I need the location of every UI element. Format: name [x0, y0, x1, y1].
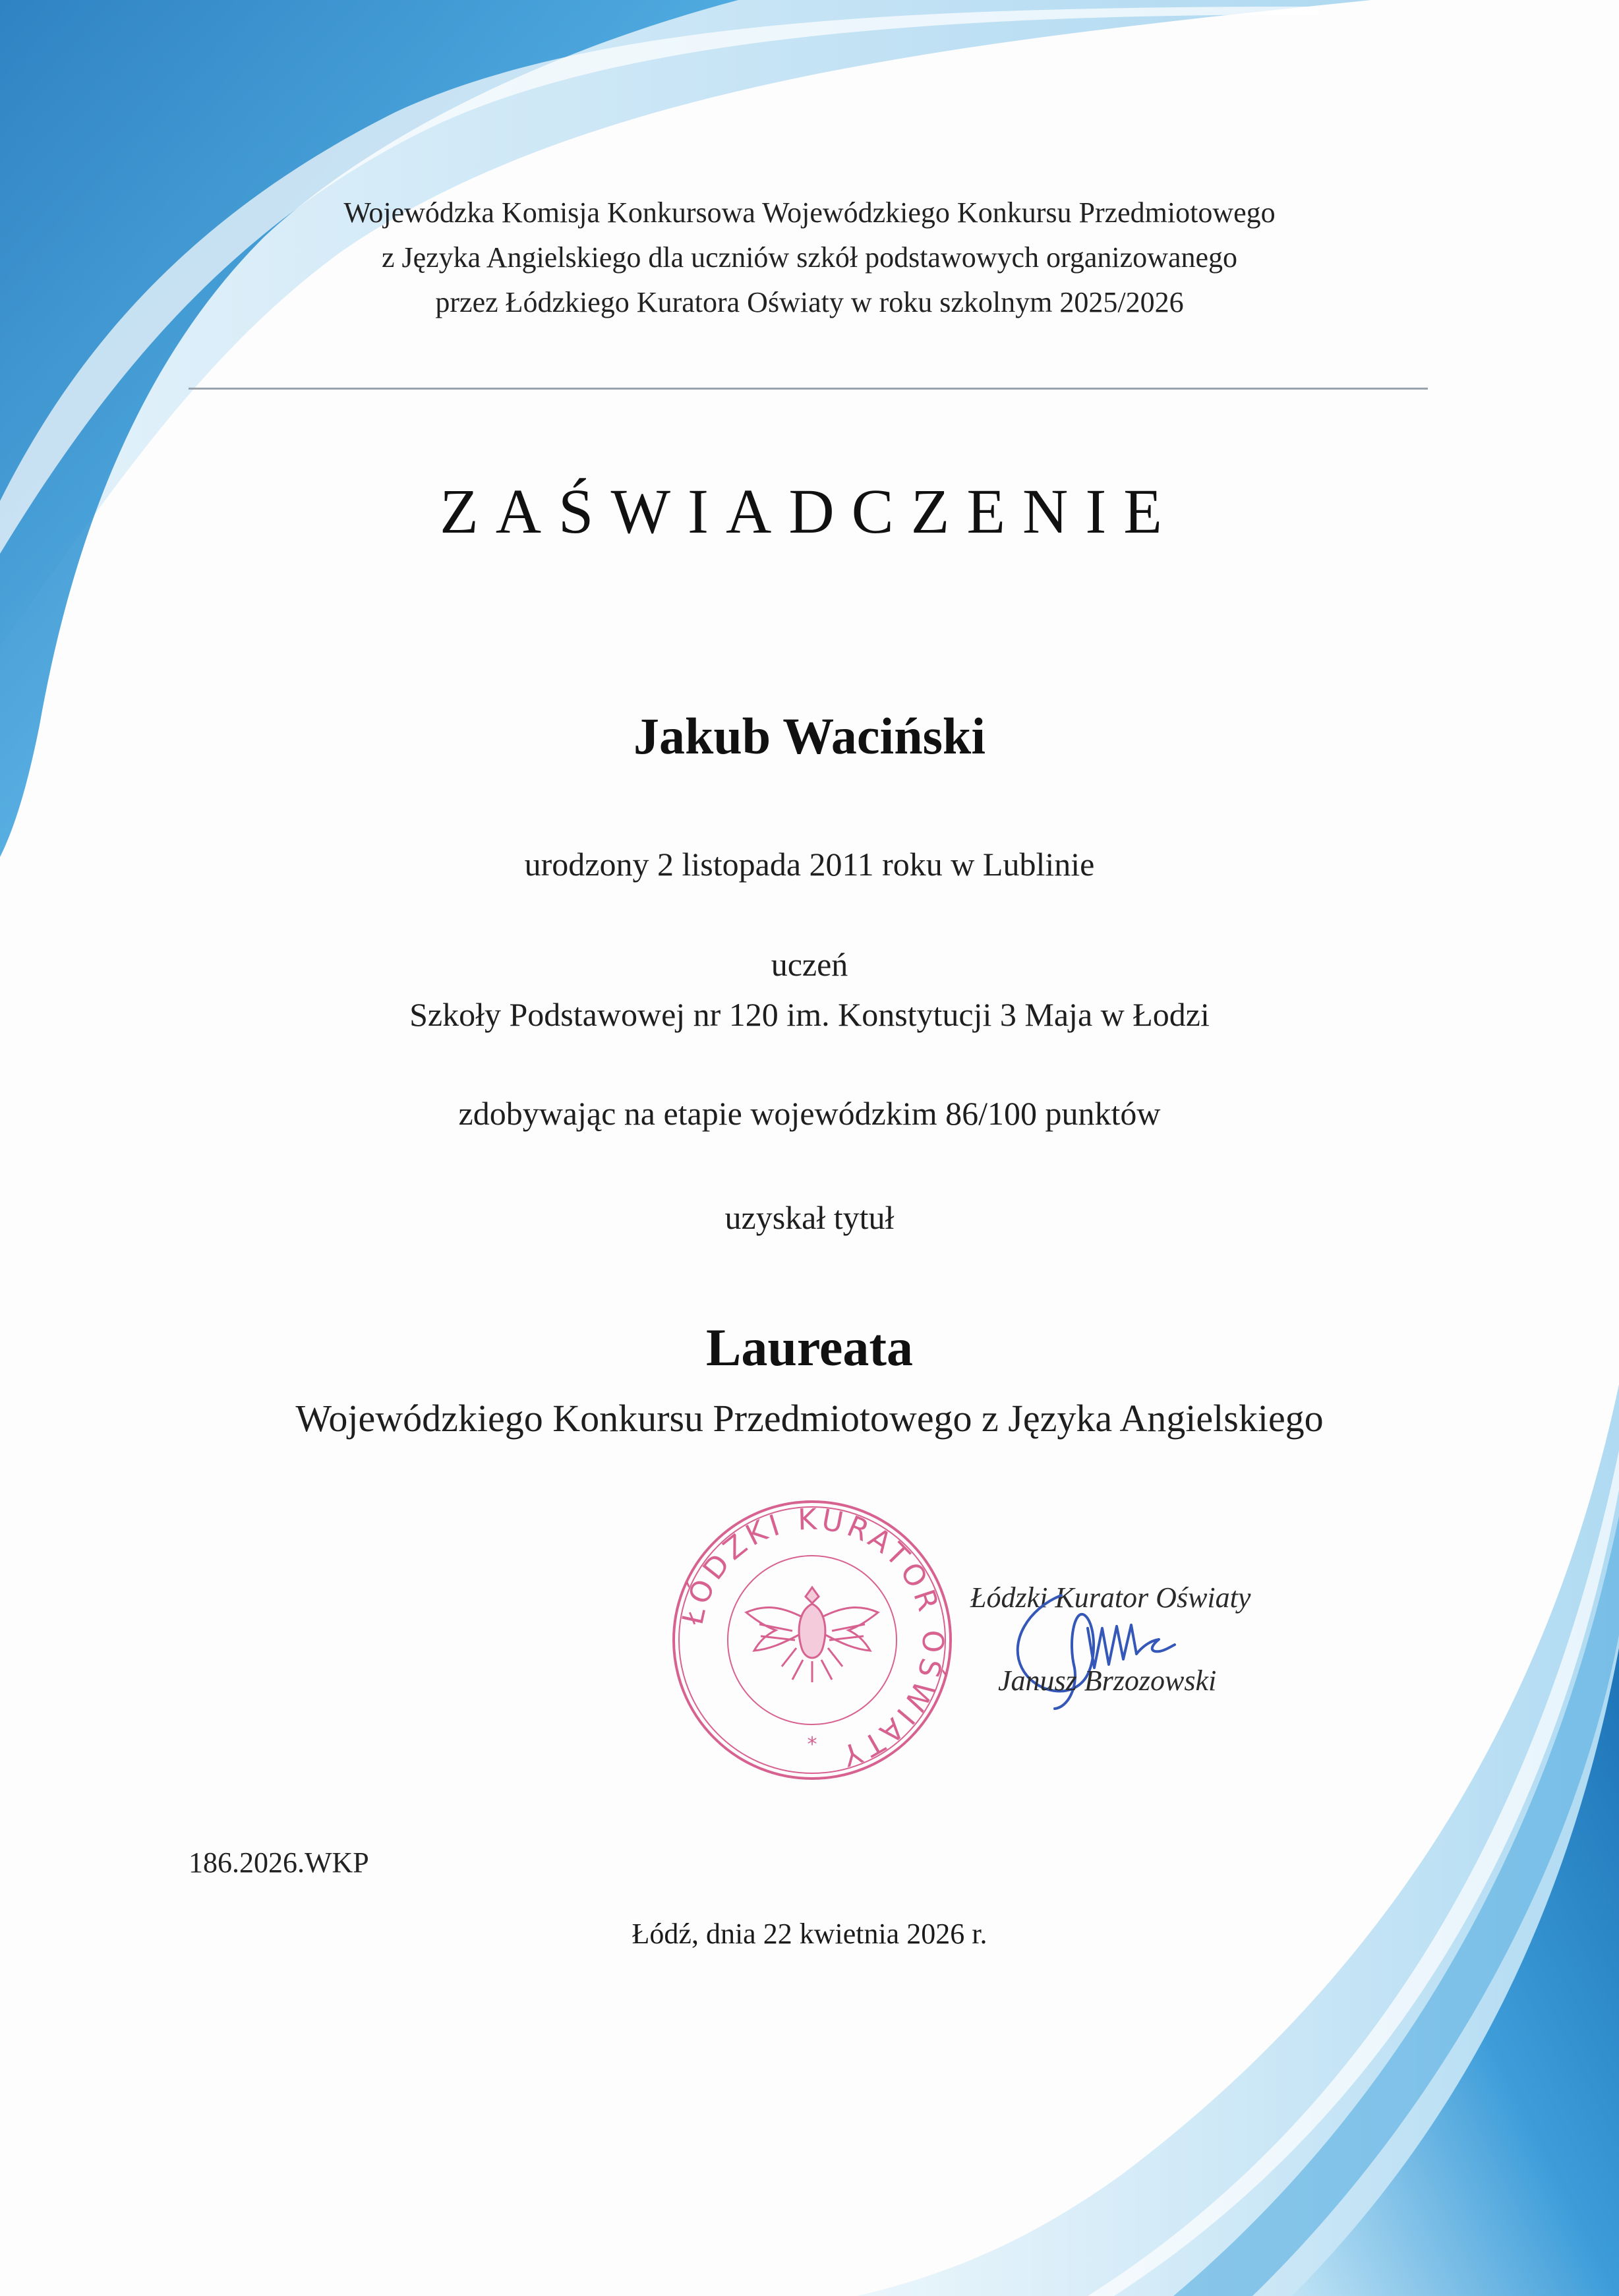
- seal-star-icon: *: [807, 1733, 817, 1756]
- earned-title-text: uzyskał tytuł: [724, 1199, 895, 1236]
- points-info: zdobywając na etapie wojewódzkim 86/100 punktów: [458, 1095, 1161, 1132]
- school-name: Szkoły Podstawowej nr 120 im. Konstytucji 3 Maja w Łodzi: [409, 996, 1210, 1033]
- handwritten-signature: [962, 1569, 1239, 1740]
- student-role: uczeń: [771, 946, 848, 983]
- header-divider: [189, 388, 1428, 390]
- signatory-office: Łódzki Kurator Oświaty: [970, 1581, 1251, 1614]
- award-title: Laureata: [705, 1319, 914, 1377]
- birth-info: urodzony 2 listopada 2011 roku w Lublinie: [524, 846, 1095, 883]
- official-seal-stamp: [667, 1495, 957, 1785]
- certificate-title: ZAŚWIADCZENIE: [440, 476, 1179, 546]
- reference-number: 186.2026.WKP: [189, 1846, 369, 1879]
- header-line-2: z Języka Angielskiego dla uczniów szkół podstawowych organizowanego: [381, 241, 1238, 274]
- header-line-3: przez Łódzkiego Kuratora Oświaty w roku szkolnym 2025/2026: [435, 286, 1184, 318]
- place-and-date: Łódź, dnia 22 kwietnia 2026 r.: [632, 1918, 987, 1950]
- contest-name: Wojewódzkiego Konkursu Przedmiotowego z Języka Angielskiego: [295, 1397, 1324, 1440]
- seal-text: ŁÓDZKI KURATOR OŚWIATY: [676, 1502, 950, 1774]
- header-line-1: Wojewódzka Komisja Konkursowa Wojewódzkiego Konkursu Przedmiotowego: [343, 196, 1276, 229]
- eagle-emblem-icon: [746, 1587, 878, 1682]
- signatory-name: Janusz Brzozowski: [998, 1664, 1217, 1697]
- recipient-name: Jakub Waciński: [633, 707, 986, 765]
